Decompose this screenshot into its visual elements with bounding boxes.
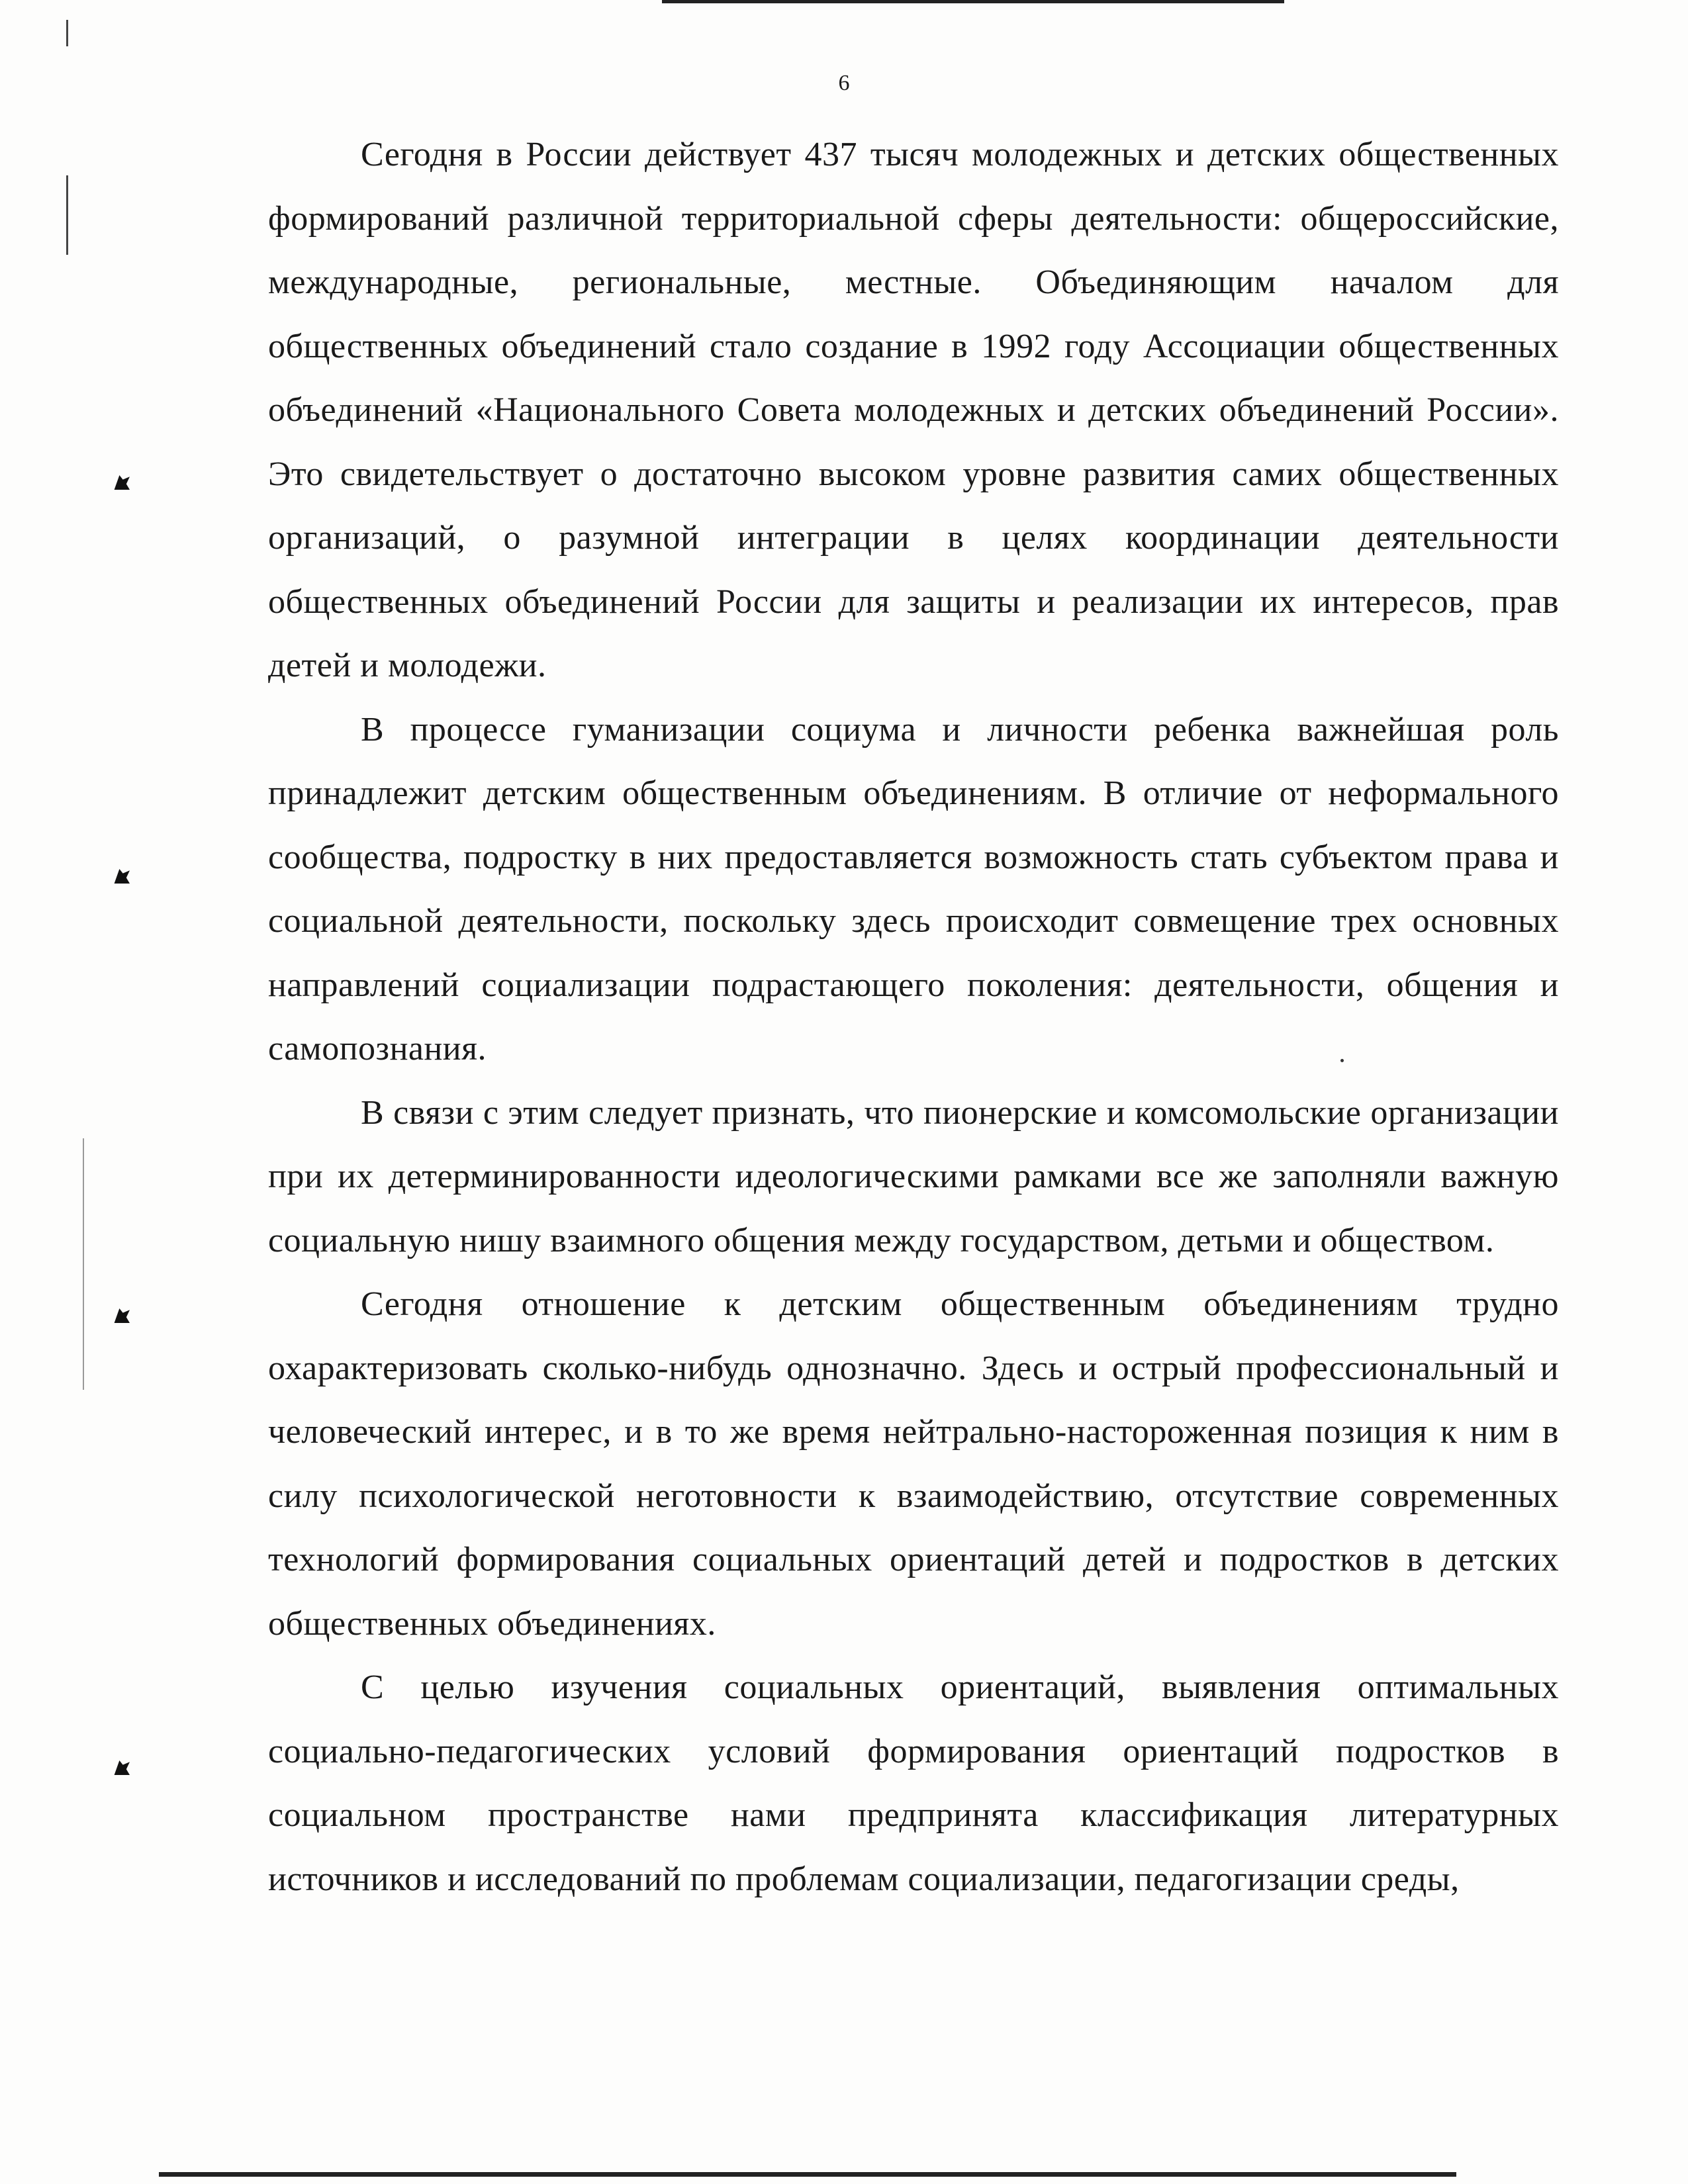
binding-hole-mark bbox=[113, 1308, 130, 1323]
binding-hole-mark bbox=[113, 1760, 130, 1775]
scan-edge-mark bbox=[66, 175, 68, 255]
top-scan-rule bbox=[662, 0, 1284, 3]
scan-speck bbox=[1340, 1059, 1344, 1062]
paragraph: В связи с этим следует признать, что пионерские и комсомольские организации при их детерминированности идеологическими рамками все же заполняли важную социальную нишу взаимного общения между государством, детьми и обществом. bbox=[268, 1093, 1559, 1259]
scan-edge-mark bbox=[83, 1138, 84, 1390]
bottom-scan-rule bbox=[159, 2172, 1456, 2177]
binding-hole-mark bbox=[113, 869, 130, 884]
body-text bbox=[268, 123, 1559, 1911]
paragraph: Сегодня отношение к детским общественным объединениям трудно охарактеризовать сколько-нибудь однозначно. Здесь и острый профессиональный и человеческий интерес, и в то же время нейтрально-настороженная позиция к ним в силу психологической неготовности к взаимодействию, отсутствие современных технологий формирования социальных ориентаций детей и подростков в детских общественных объединениях. bbox=[268, 1285, 1559, 1643]
paragraph: В процессе гуманизации социума и личности ребенка важнейшая роль принадлежит детским общественным объединениям. В отличие от неформального сообщества, подростку в них предоставляется возможность стать субъектом права и социальной деятельности, поскольку здесь происходит совмещение трех основных направлений социализации подрастающего поколения: деятельности, общения и самопознания. bbox=[268, 710, 1559, 1068]
paragraph: С целью изучения социальных ориентаций, выявления оптимальных социально-педагогических условий формирования ориентаций подростков в социальном пространстве нами предпринята классификация литературных источников и исследований по проблемам социализации, педагогизации среды, bbox=[268, 1668, 1559, 1898]
binding-hole-mark bbox=[113, 475, 130, 490]
scan-edge-mark bbox=[66, 20, 68, 46]
paragraph: Сегодня в России действует 437 тысяч молодежных и детских общественных формирований различной территориальной сферы деятельности: общероссийские, международные, региональные, местные. Объединяющим началом для общественных объединений стало создание в 1992 году Ассоциации общественных объединений «Национального Совета молодежных и детских объединений России». Это свидетельствует о достаточно высоком уровне развития самих общественных организаций, о разумной интеграции в целях координации деятельности общественных объединений России для защиты и реализации их интересов, прав детей и молодежи. bbox=[268, 136, 1559, 684]
page-number: 6 bbox=[838, 71, 850, 95]
